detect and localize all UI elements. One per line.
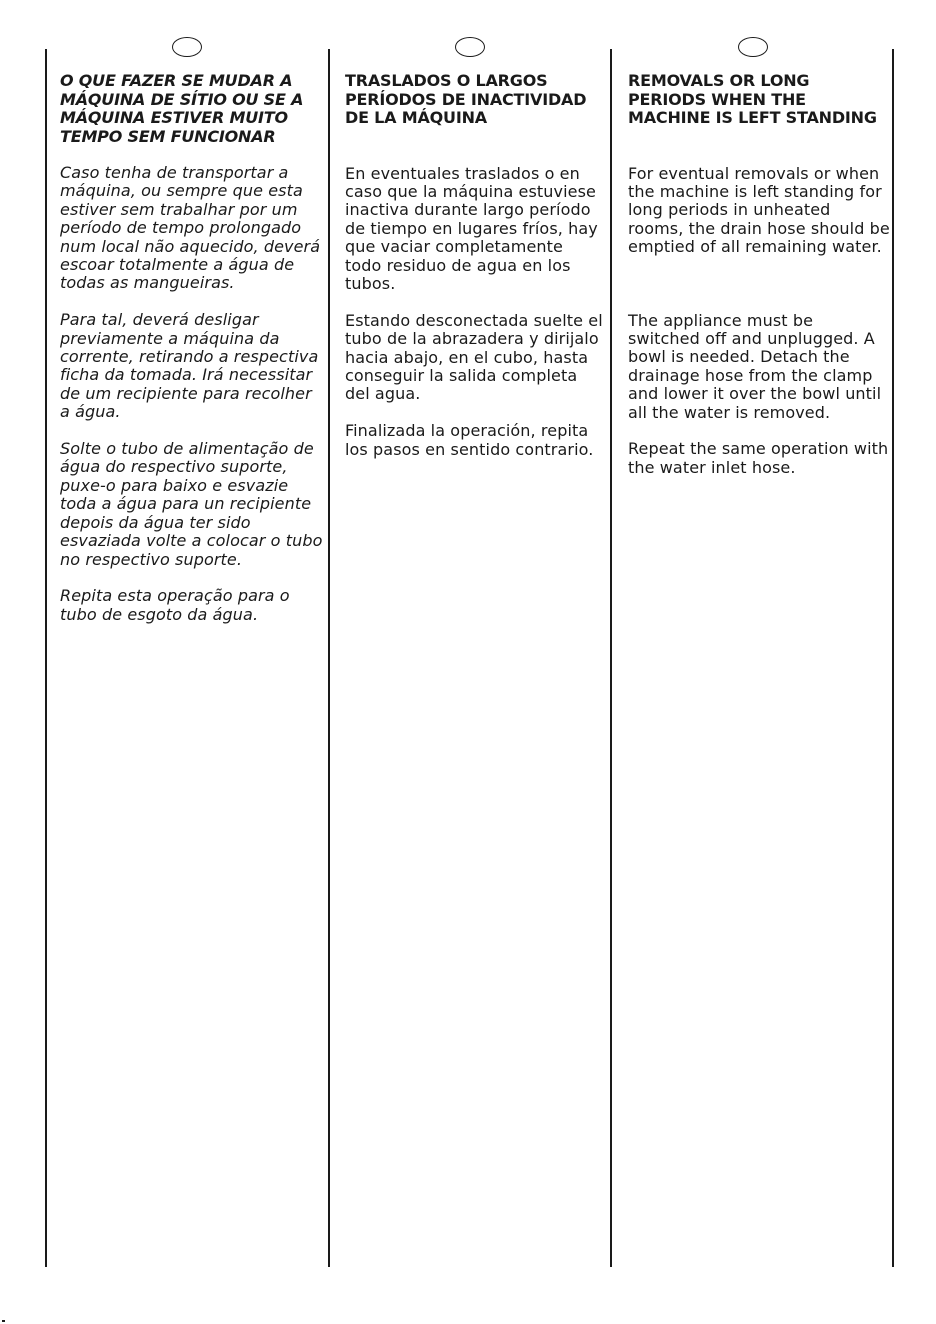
paragraph: Repita esta operação para o tubo de esgoto da água. — [60, 586, 290, 624]
paragraph: For eventual removals or when the machine is left standing for long periods in unheated rooms, the drain hose should be emptied of all remaining water. — [628, 163, 890, 257]
column-divider-right — [892, 49, 894, 1267]
column-english — [628, 72, 890, 496]
section-heading: O QUE FAZER SE MUDAR A MÁQUINA DE SÍTIO OU SE A MÁQUINA ESTIVER MUITO TEMPO SEM FUNCIONAR — [60, 71, 304, 146]
column-divider-middle-right — [610, 49, 612, 1267]
column-portuguese — [60, 72, 326, 643]
paragraph: En eventuales traslados o en caso que la máquina estuviese inactiva durante largo período de tiempo en lugares fríos, hay que vaciar completamente todo residuo de agua en los tubos. — [345, 163, 598, 293]
paragraph: Repeat the same operation with the water inlet hose. — [628, 439, 889, 477]
language-circle-icon-es — [455, 37, 485, 57]
paragraph: Solte o tubo de alimentação de água do respectivo suporte, puxe-o para baixo e esvazie toda a água para un recipiente depois da água ter sido esvaziada volte a colocar o tubo no respectivo suporte. — [60, 439, 323, 569]
column-divider-left — [45, 49, 47, 1267]
crop-mark — [2, 1320, 5, 1322]
language-circle-icon-en — [738, 37, 768, 57]
paragraph: Estando desconectada suelte el tubo de la abrazadera y dirijalo hacia abajo, en el cubo, hasta conseguir la salida completa del agua. — [345, 310, 603, 404]
paragraph: Para tal, deverá desligar previamente a máquina da corrente, retirando a respectiva ficha da tomada. Irá necessitar de um recipiente para recolher a água. — [60, 310, 319, 422]
column-spanish — [345, 72, 603, 477]
paragraph: Finalizada la operación, repita los pasos en sentido contrario. — [345, 421, 594, 459]
section-heading: TRASLADOS O LARGOS PERÍODOS DE INACTIVIDAD DE LA MÁQUINA — [345, 71, 587, 127]
language-circle-icon-pt — [172, 37, 202, 57]
section-heading: REMOVALS OR LONG PERIODS WHEN THE MACHINE IS LEFT STANDING — [628, 71, 877, 127]
paragraph: The appliance must be switched off and unplugged. A bowl is needed. Detach the drainage hose from the clamp and lower it over the bowl until all the water is removed. — [628, 310, 882, 422]
paragraph: Caso tenha de transportar a máquina, ou sempre que esta estiver sem trabalhar por um período de tempo prolongado num local não aquecido, deverá escoar totalmente a água de todas as mangueiras. — [60, 163, 321, 293]
column-divider-middle-left — [328, 49, 330, 1267]
